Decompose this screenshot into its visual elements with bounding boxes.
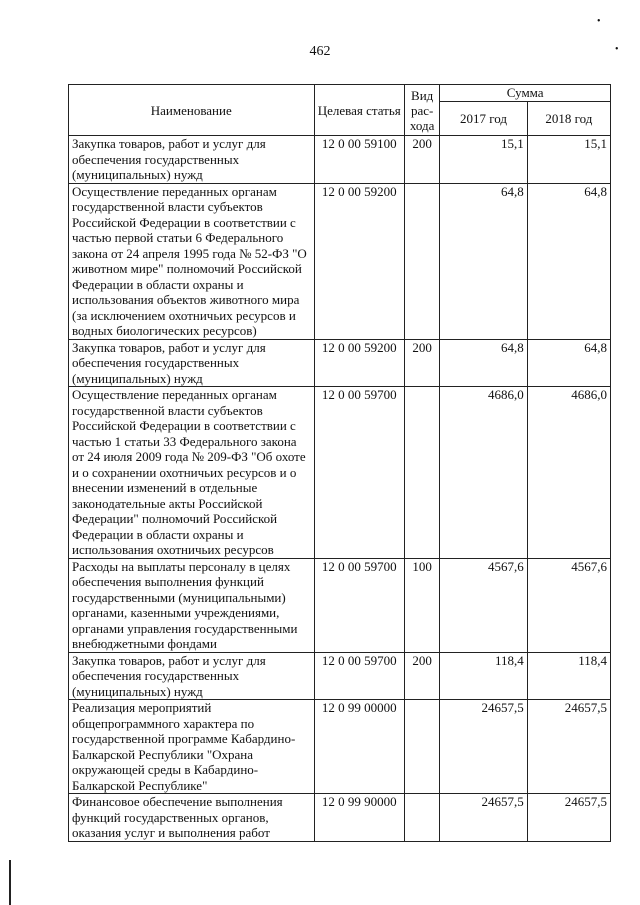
row-2018: 64,8 [527, 339, 610, 387]
row-name: Расходы на выплаты персоналу в целях обеспечения выполнения функций государственными (муниципальными) органами, казенными учреждениями, органами управления государственными внебюджетными фондами [69, 558, 315, 652]
table-row [69, 183, 611, 339]
table-row [69, 558, 611, 652]
row-code: 12 0 99 90000 [314, 794, 405, 842]
header-sum: Сумма [440, 85, 611, 102]
row-2018: 118,4 [527, 652, 610, 700]
row-name: Закупка товаров, работ и услуг для обеспечения государственных (муниципальных) нужд [69, 339, 315, 387]
row-2017: 64,8 [440, 183, 527, 339]
row-code: 12 0 99 00000 [314, 700, 405, 794]
row-name: Реализация мероприятий общепрограммного характера по государственной программе Кабардино-Балкарской Республики "Охрана окружающей среды в Кабардино-Балкарской Республике" [69, 700, 315, 794]
header-name: Наименование [69, 85, 315, 136]
row-2018: 24657,5 [527, 700, 610, 794]
row-2018: 64,8 [527, 183, 610, 339]
row-2017: 64,8 [440, 339, 527, 387]
row-name: Осуществление переданных органам государственной власти субъектов Российской Федерации в соответствии с частью 1 статьи 33 Федерального закона от 24 июля 2009 года № 209-ФЗ "Об охоте и о сохранении охотничьих ресурсов и о внесении изменений в отдельные законодательные акты Российской Федерации" полномочий Российской Федерации в области охраны и использования охотничьих ресурсов [69, 387, 315, 559]
header-code: Целевая статья [314, 85, 405, 136]
row-2017: 4567,6 [440, 558, 527, 652]
scan-edge-mark [9, 860, 11, 905]
row-vid [405, 794, 440, 842]
row-name: Финансовое обеспечение выполнения функций государственных органов, оказания услуг и выполнения работ [69, 794, 315, 842]
row-2017: 4686,0 [440, 387, 527, 559]
scan-speck: • [615, 44, 619, 55]
row-2018: 4567,6 [527, 558, 610, 652]
row-code: 12 0 00 59200 [314, 183, 405, 339]
row-2018: 15,1 [527, 136, 610, 184]
row-vid [405, 183, 440, 339]
row-name: Осуществление переданных органам государственной власти субъектов Российской Федерации в соответствии с частью первой статьи 6 Федерального закона от 24 апреля 1995 года № 52-ФЗ "О животном мире" полномочий Российской Федерации в области охраны и использования объектов животного мира (за исключением охотничьих ресурсов и водных биологических ресурсов) [69, 183, 315, 339]
row-code: 12 0 00 59700 [314, 652, 405, 700]
row-code: 12 0 00 59100 [314, 136, 405, 184]
table-row [69, 794, 611, 842]
budget-table [68, 84, 611, 842]
page-number: 462 [309, 44, 331, 59]
table-row [69, 700, 611, 794]
row-code: 12 0 00 59200 [314, 339, 405, 387]
row-vid [405, 700, 440, 794]
header-vid: Вид рас-хода [405, 85, 440, 136]
header-2018: 2018 год [527, 101, 610, 135]
scan-speck: • [597, 16, 601, 27]
row-vid: 200 [405, 339, 440, 387]
row-name: Закупка товаров, работ и услуг для обеспечения государственных (муниципальных) нужд [69, 136, 315, 184]
row-2018: 24657,5 [527, 794, 610, 842]
table-row [69, 136, 611, 184]
row-2017: 24657,5 [440, 794, 527, 842]
row-2018: 4686,0 [527, 387, 610, 559]
header-2017: 2017 год [440, 101, 527, 135]
row-2017: 15,1 [440, 136, 527, 184]
row-vid [405, 387, 440, 559]
table-row [69, 339, 611, 387]
row-vid: 200 [405, 652, 440, 700]
row-code: 12 0 00 59700 [314, 387, 405, 559]
table-row [69, 387, 611, 559]
row-vid: 100 [405, 558, 440, 652]
row-vid: 200 [405, 136, 440, 184]
table-row [69, 652, 611, 700]
row-code: 12 0 00 59700 [314, 558, 405, 652]
row-2017: 118,4 [440, 652, 527, 700]
row-name: Закупка товаров, работ и услуг для обеспечения государственных (муниципальных) нужд [69, 652, 315, 700]
row-2017: 24657,5 [440, 700, 527, 794]
